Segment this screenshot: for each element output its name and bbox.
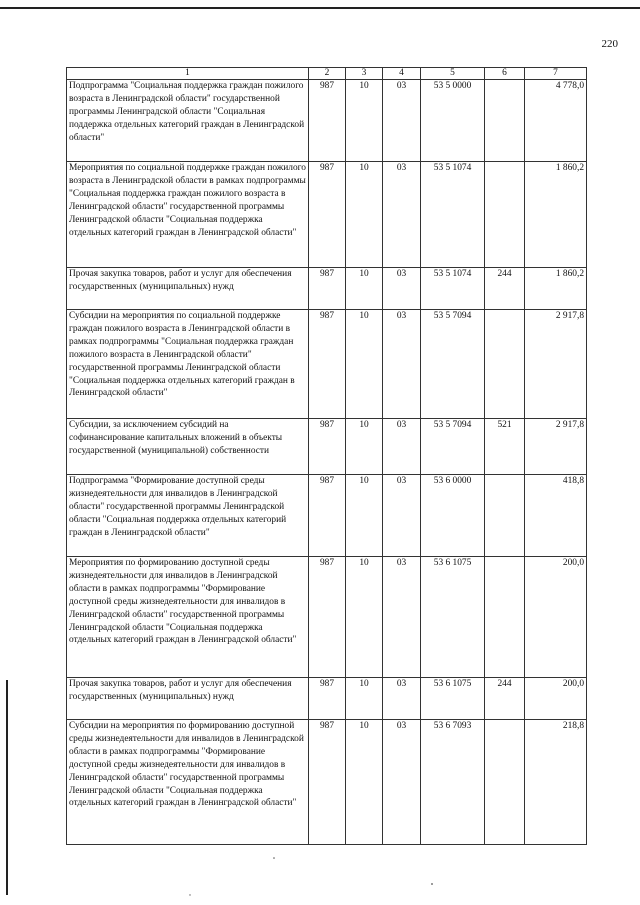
row-ministry: 987 bbox=[309, 268, 346, 310]
row-target: 53 6 0000 bbox=[421, 475, 485, 557]
row-ministry: 987 bbox=[309, 475, 346, 557]
header-cell: 7 bbox=[525, 68, 587, 80]
row-subsection: 03 bbox=[383, 475, 421, 557]
row-section: 10 bbox=[346, 310, 383, 419]
header-cell: 5 bbox=[421, 68, 485, 80]
row-section: 10 bbox=[346, 720, 383, 845]
row-subsection: 03 bbox=[383, 557, 421, 678]
row-subsection: 03 bbox=[383, 162, 421, 268]
row-type: 244 bbox=[485, 678, 525, 720]
row-ministry: 987 bbox=[309, 720, 346, 845]
row-amount: 200,0 bbox=[525, 678, 587, 720]
row-amount: 1 860,2 bbox=[525, 268, 587, 310]
row-subsection: 03 bbox=[383, 678, 421, 720]
row-section: 10 bbox=[346, 80, 383, 162]
row-amount: 2 917,8 bbox=[525, 419, 587, 475]
row-name: Мероприятия по социальной поддержке граждан пожилого возраста в Ленинградской области в рамках подпрограммы "Социальная поддержка граждан пожилого возраста в Ленинградской области" государственной программы Ленинградской области "Социальная поддержка отдельных категорий граждан в Ленинградской области" bbox=[67, 162, 309, 268]
row-target: 53 5 7094 bbox=[421, 310, 485, 419]
row-target: 53 6 1075 bbox=[421, 678, 485, 720]
header-cell: 6 bbox=[485, 68, 525, 80]
row-name: Прочая закупка товаров, работ и услуг для обеспечения государственных (муниципальных) нужд bbox=[67, 678, 309, 720]
row-amount: 2 917,8 bbox=[525, 310, 587, 419]
scan-speck bbox=[189, 894, 190, 895]
row-target: 53 5 1074 bbox=[421, 268, 485, 310]
row-amount: 200,0 bbox=[525, 557, 587, 678]
row-subsection: 03 bbox=[383, 268, 421, 310]
row-amount: 4 778,0 bbox=[525, 80, 587, 162]
header-cell: 1 bbox=[67, 68, 309, 80]
row-subsection: 03 bbox=[383, 720, 421, 845]
header-cell: 2 bbox=[309, 68, 346, 80]
row-amount: 418,8 bbox=[525, 475, 587, 557]
row-section: 10 bbox=[346, 268, 383, 310]
scan-speck bbox=[273, 857, 275, 859]
scan-speck bbox=[431, 883, 433, 885]
row-name: Прочая закупка товаров, работ и услуг для обеспечения государственных (муниципальных) нужд bbox=[67, 268, 309, 310]
row-name: Субсидии на мероприятия по социальной поддержке граждан пожилого возраста в Ленинградской области в рамках подпрограммы "Социальная поддержка граждан пожилого возраста в Ленинградской области" государственной программы Ленинградской области "Социальная поддержка отдельных категорий граждан в Ленинградской области" bbox=[67, 310, 309, 419]
row-target: 53 5 7094 bbox=[421, 419, 485, 475]
row-amount: 218,8 bbox=[525, 720, 587, 845]
row-type: 244 bbox=[485, 268, 525, 310]
page-number: 220 bbox=[601, 38, 618, 50]
row-subsection: 03 bbox=[383, 310, 421, 419]
row-target: 53 6 7093 bbox=[421, 720, 485, 845]
row-subsection: 03 bbox=[383, 80, 421, 162]
row-target: 53 5 1074 bbox=[421, 162, 485, 268]
row-name: Субсидии на мероприятия по формированию доступной среды жизнедеятельности для инвалидов в Ленинградской области в рамках подпрограммы "Формирование доступной среды жизнедеятельности для инвалидов в Ленинградской области" государственной программы Ленинградской области "Социальная поддержка отдельных категорий граждан в Ленинградской области" bbox=[67, 720, 309, 845]
row-ministry: 987 bbox=[309, 557, 346, 678]
row-target: 53 6 1075 bbox=[421, 557, 485, 678]
row-section: 10 bbox=[346, 678, 383, 720]
row-section: 10 bbox=[346, 475, 383, 557]
row-name: Подпрограмма "Формирование доступной среды жизнедеятельности для инвалидов в Ленинградской области" государственной программы Ленинградской области "Социальная поддержка отдельных категорий граждан в Ленинградской области" bbox=[67, 475, 309, 557]
row-ministry: 987 bbox=[309, 162, 346, 268]
row-type: 521 bbox=[485, 419, 525, 475]
row-subsection: 03 bbox=[383, 419, 421, 475]
row-ministry: 987 bbox=[309, 310, 346, 419]
header-cell: 3 bbox=[346, 68, 383, 80]
row-name: Подпрограмма "Социальная поддержка граждан пожилого возраста в Ленинградской области" государственной программы Ленинградской области "Социальная поддержка отдельных категорий граждан в Ленинградской области" bbox=[67, 80, 309, 162]
row-ministry: 987 bbox=[309, 80, 346, 162]
row-section: 10 bbox=[346, 419, 383, 475]
row-name: Мероприятия по формированию доступной среды жизнедеятельности для инвалидов в Ленинградской области в рамках подпрограммы "Формирование доступной среды жизнедеятельности для инвалидов в Ленинградской области" государственной программы Ленинградской области "Социальная поддержка отдельных категорий граждан в Ленинградской области" bbox=[67, 557, 309, 678]
row-section: 10 bbox=[346, 557, 383, 678]
row-ministry: 987 bbox=[309, 678, 346, 720]
row-target: 53 5 0000 bbox=[421, 80, 485, 162]
row-ministry: 987 bbox=[309, 419, 346, 475]
row-name: Субсидии, за исключением субсидий на софинансирование капитальных вложений в объекты государственной (муниципальной) собственности bbox=[67, 419, 309, 475]
row-amount: 1 860,2 bbox=[525, 162, 587, 268]
row-section: 10 bbox=[346, 162, 383, 268]
header-cell: 4 bbox=[383, 68, 421, 80]
